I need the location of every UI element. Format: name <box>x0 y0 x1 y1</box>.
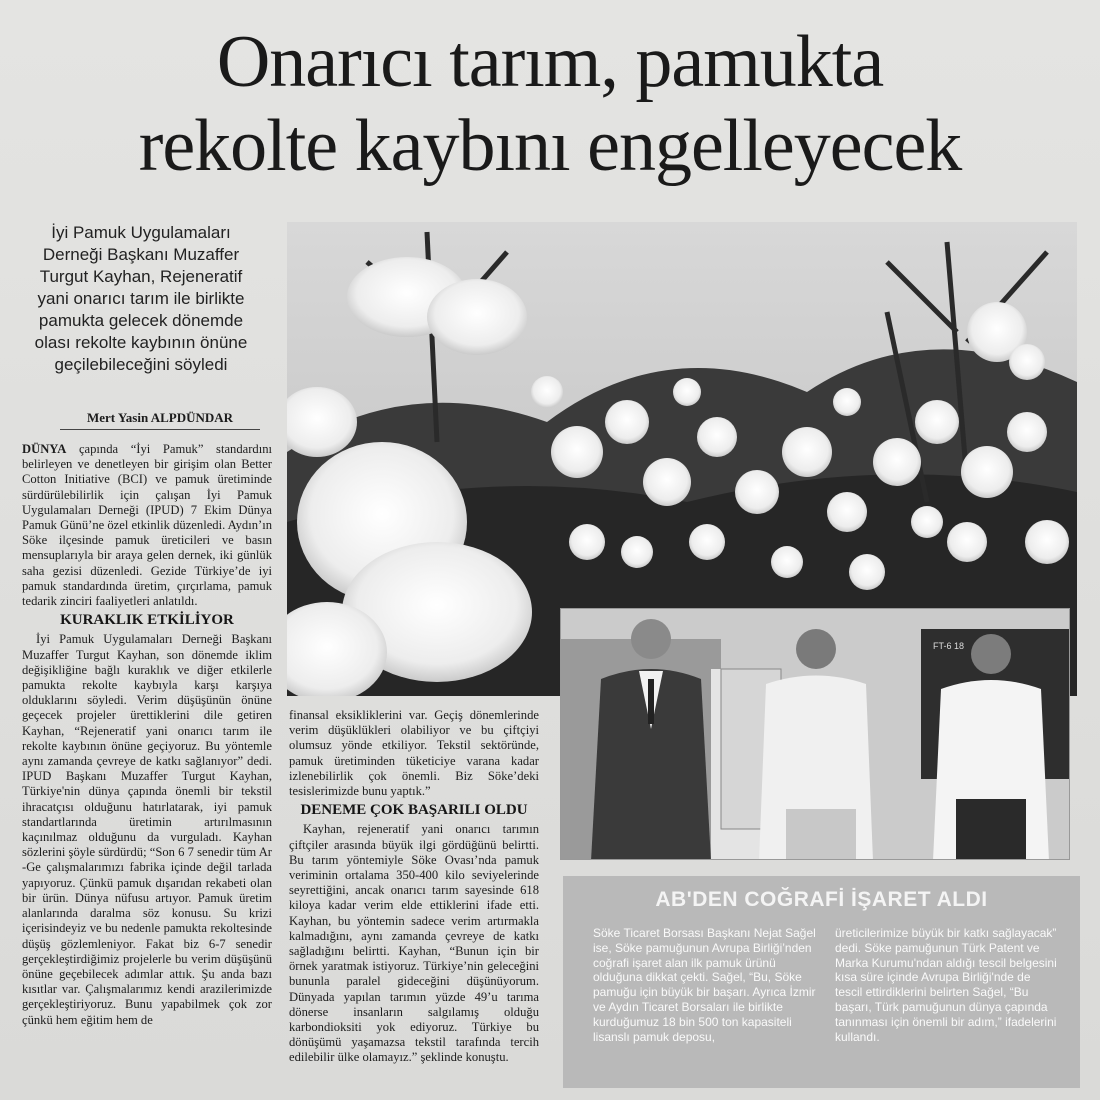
truck-label: FT-6 18 <box>933 641 965 651</box>
people-image <box>561 609 1070 860</box>
boxout-title: AB'DEN COĞRAFİ İŞARET ALDI <box>655 888 988 911</box>
continued-paragraph: finansal eksikliklerini var. Geçiş dönemlerinde verim düşüklükleri olabiliyor ve bu çiftçiyi olumsuz yönde etkiliyor. Tekstil sektöründe, pamuk üretiminden tüketiciye varana kadar izlenebilirlik çok önemli. Biz Söke’deki tesislerimizde bunu yaptık.” <box>289 708 539 799</box>
intro-text: çapında “İyi Pamuk” standardını belirleyen ve denetleyen bir girişim olan Better Cotton Initiative (BCI) ve pamuk üretiminde sürdürülebilirlik için çalışan İyi Pamuk Uygulamaları Derneği (IPUD) 7 Ekim Dünya Pamuk Günü’ne özel etkinlik düzenledi. Aydın’ın Söke ilçesinde pamuk üreticileri ve basın mensuplarıyla bir araya gelen dernek, iki günlük saha gezisi düzenledi. Gezide Türkiye’de iyi pamuk standardında üretim, çırçırlama, pamuk tedarik zinciri faaliyetleri anlatıldı. <box>22 442 273 609</box>
lead-word: DÜNYA <box>22 442 67 456</box>
subhead-kuraklik: KURAKLIK ETKİLİYOR <box>60 612 234 629</box>
headline-line-2: rekolte kaybını engelleyecek <box>138 105 962 187</box>
people-photo <box>560 608 1070 860</box>
boxout-left-column: Söke Ticaret Borsası Başkanı Nejat Sağel ise, Söke pamuğunun Avrupa Birliği’nden coğrafi işaret alan ilk pamuk ürünü olduğuna dikkat çekti. Sağel, “Bu, Söke pamuğu için büyük bir başarı. Ayrıca İzmir ve Aydın Ticaret Borsaları ile birlikte kurduğumuz 18 bin 500 ton kapasiteli lisanslı pamuk deposu, <box>593 926 816 1044</box>
intro-paragraph <box>22 442 272 609</box>
headline-line-1: Onarıcı tarım, pamukta <box>216 21 884 103</box>
spot-summary: İyi Pamuk Uygulamaları Derneği Başkanı Muzaffer Turgut Kayhan, Rejeneratif yani onarıcı tarım ile birlikte pamukta gelecek dönemde olası rekolte kaybının önüne geçilebileceğini söyledi <box>34 223 248 374</box>
headline <box>0 20 1100 188</box>
article-column-1 <box>22 442 272 1028</box>
boxout-right-column: üreticilerimize büyük bir katkı sağlayacak” dedi. Söke pamuğunun Türk Patent ve Marka Kurumu'ndan aldığı tescil belgesini kısa süre içinde Avrupa Birliği'nde de tescil ettirdiklerini belirten Sağel, “Bu başarı, Türk pamuğunun dünya çapında tanınması için önemli bir adım,” ifadelerini kullandı. <box>835 926 1057 1044</box>
body-paragraph-2: Kayhan, rejeneratif yani onarıcı tarımın çiftçiler arasında büyük ilgi gördüğünü belirtti. Bu tarım yöntemiyle Söke Ovası’nda pamuk veriminin ortalama 350-400 kilo seviyelerinde seyrettiğini, ancak onarıcı tarım sayesinde 618 kiloya kadar verim elde ettiklerini ifade etti. Kayhan, bu yöntemin sadece verim artırmakla kalmadığını, aynı zamanda çevreye de katkı sağladığını belirtti. Kayhan, “Bunun için bir örnek yaratmak istiyoruz. Türkiye’nin geleceğini bununla paralel gideceğini düşünüyorum. Dünyada yapılan tarımın yüzde 49’u tarıma dönerse insanların salgılamış olduğu karbondioksiti yok ediyoruz. Türkiye bu dönüşümü yaşamazsa tekstil tarafında tercih edilebilir ülke olamayız.” şeklinde konuştu. <box>289 822 539 1065</box>
byline: Mert Yasin ALPDÜNDAR <box>60 410 260 430</box>
sidebar-boxout <box>563 876 1080 1088</box>
article-column-2 <box>289 708 539 1066</box>
body-paragraph: İyi Pamuk Uygulamaları Derneği Başkanı Muzaffer Turgut Kayhan, son dönemde iklim değişikliğine bağlı kuraklık ve diğer etkilerle pamukta rekolte kaybıyla karşı karşıya olduklarını söyledi. Verim düşüşünün önüne geçecek projeler ürettiklerini dile getiren Kayhan, “Rejeneratif yani onarıcı tarım ile rekolte kaybının önüne geçiyoruz. Bu yöntemle aynı zamanda çevreye de katkı sağlanıyor” dedi. IPUD Başkanı Muzaffer Turgut Kayhan, Türkiye'nin dünya çapında önemli bir tekstil ihracatçısı olduğunu hatırlatarak, iyi pamuk standartlarında üretimin artırılmasının kaçınılmaz olduğunu da vurguladı. Kayhan sözlerini şöyle sürdürdü; “Son 6 7 senedir tüm Ar -Ge çalışmalarımızı fabrika içinde değil tarlada yapıyoruz. Çünkü pamuk dışarıdan rekabeti olan bir ürün. Dünya nüfusu artıyor. Pamuk üretim alanlarında daralma söz konusu. Su krizi içerisindeyiz ve bu nedenle pamukta rekoltesinde düşüş gözlemleniyor. Fakat biz 6-7 senedir gerçekleştirdiğimiz projelerle bu verim düşüşünü önüne geçebilecek adımlar attık. Şu anda bazı kısıtlar var. Çalışmalarımız kendi arazilerimizde gerçekleştiriyoruz. Bunu yapabilmek çok zor çünkü hem eğitim hem de <box>22 632 272 1027</box>
subhead-deneme: DENEME ÇOK BAŞARILI OLDU <box>300 802 528 819</box>
